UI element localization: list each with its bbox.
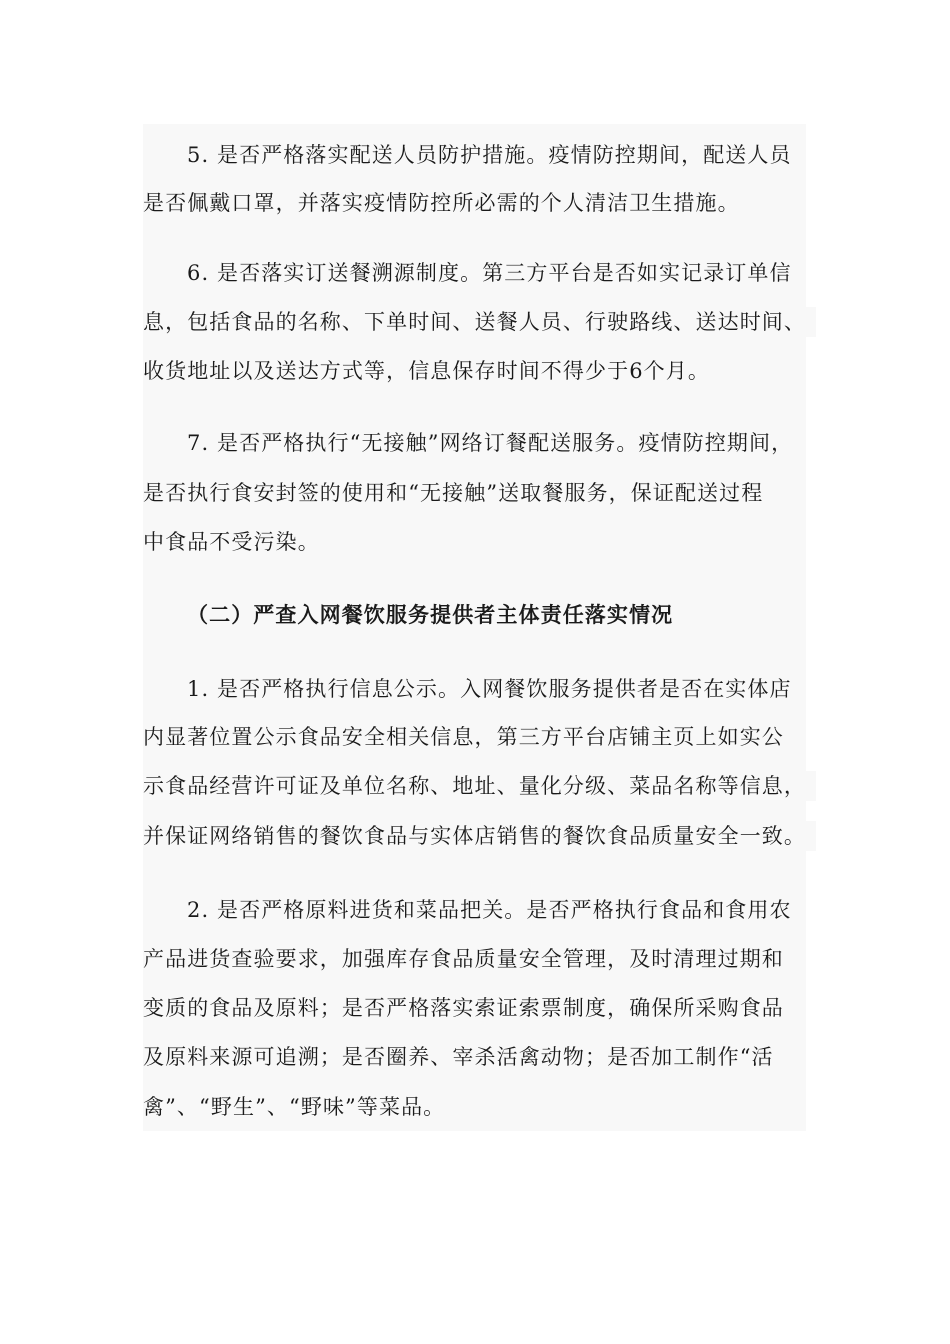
paragraph-1-line-4: 并保证网络销售的餐饮食品与实体店销售的餐饮食品质量安全一致。 bbox=[143, 821, 816, 851]
paragraph-5-line-1: 5. 是否严格落实配送人员防护措施。疫情防控期间，配送人员 bbox=[187, 143, 792, 167]
paragraph-2-line-2: 产品进货查验要求，加强库存食品质量安全管理，及时清理过期和 bbox=[143, 947, 784, 971]
paragraph-2-line-3: 变质的食品及原料；是否严格落实索证索票制度，确保所采购食品 bbox=[143, 996, 784, 1020]
paragraph-6-line-3: 收货地址以及送达方式等，信息保存时间不得少于6个月。 bbox=[143, 359, 710, 383]
paragraph-1-line-1: 1. 是否严格执行信息公示。入网餐饮服务提供者是否在实体店 bbox=[187, 677, 792, 701]
paragraph-5-line-2: 是否佩戴口罩，并落实疫情防控所必需的个人清洁卫生措施。 bbox=[143, 191, 740, 215]
paragraph-2-line-1: 2. 是否严格原料进货和菜品把关。是否严格执行食品和食用农 bbox=[187, 898, 792, 922]
paragraph-1-line-3: 示食品经营许可证及单位名称、地址、量化分级、菜品名称等信息， bbox=[143, 771, 816, 801]
paragraph-7-line-2: 是否执行食安封签的使用和“无接触”送取餐服务，保证配送过程 bbox=[143, 481, 764, 505]
document-text-block bbox=[143, 124, 806, 1131]
paragraph-6-line-1: 6. 是否落实订送餐溯源制度。第三方平台是否如实记录订单信 bbox=[187, 261, 792, 285]
paragraph-2-line-5: 禽”、“野生”、“野味”等菜品。 bbox=[143, 1095, 446, 1119]
paragraph-7-line-3: 中食品不受污染。 bbox=[143, 530, 320, 554]
paragraph-6-line-2: 息，包括食品的名称、下单时间、送餐人员、行驶路线、送达时间、 bbox=[143, 307, 816, 337]
paragraph-1-line-2: 内显著位置公示食品安全相关信息，第三方平台店铺主页上如实公 bbox=[143, 725, 784, 749]
section-heading: （二）严查入网餐饮服务提供者主体责任落实情况 bbox=[187, 602, 674, 627]
paragraph-7-line-1: 7. 是否严格执行“无接触”网络订餐配送服务。疫情防控期间， bbox=[187, 428, 803, 458]
paragraph-2-line-4: 及原料来源可追溯；是否圈养、宰杀活禽动物；是否加工制作“活 bbox=[143, 1045, 774, 1069]
